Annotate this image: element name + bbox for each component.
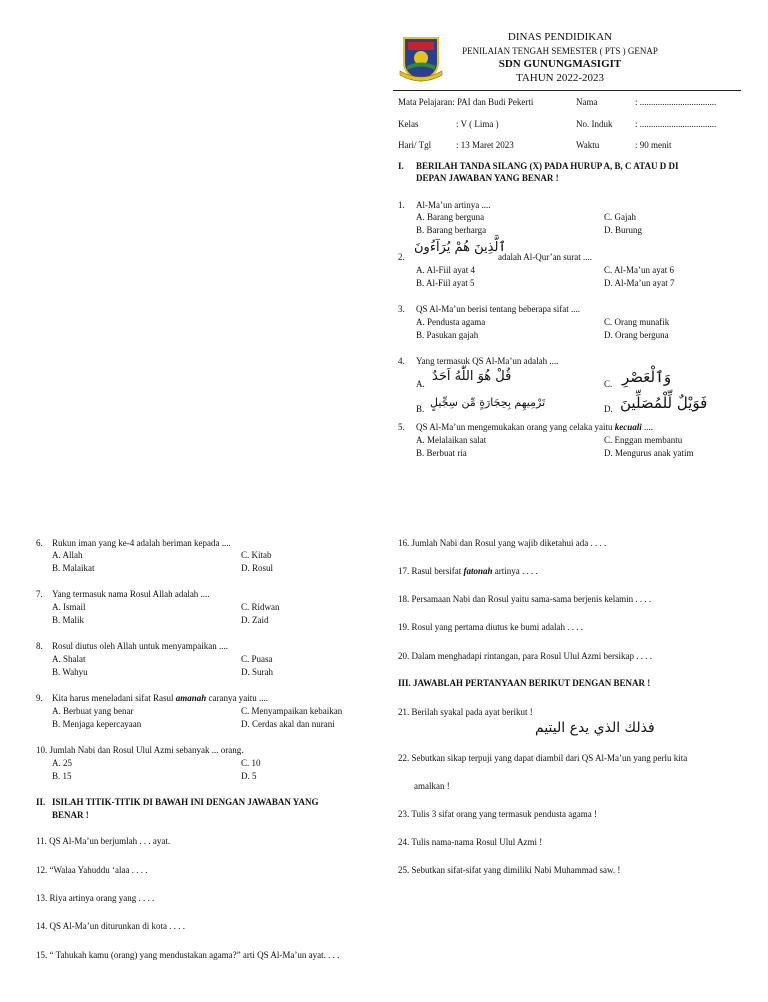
question-number: 4. — [398, 356, 405, 366]
question-2-arabic: ٱلَّذِينَ هُمْ يُرَآءُونَ — [414, 240, 507, 255]
section-2-title-line1: ISILAH TITIK-TITIK DI BAWAH INI DENGAN JAWABAN YANG — [52, 797, 319, 807]
date-label: Hari/ Tgl — [398, 140, 432, 150]
question-number: 1. — [398, 200, 405, 210]
q4-option-c: C. — [604, 379, 613, 389]
question-8-text: Rosul diutus oleh Allah untuk menyampaikan .... — [52, 641, 228, 651]
q1-option-a: A. Barang berguna — [416, 212, 485, 222]
q8-option-a: A. Shalat — [52, 654, 86, 664]
q10-option-d: D. 5 — [241, 771, 257, 781]
question-9-text: Kita harus meneladani sifat Rasul amanah caranya yaitu .... — [52, 693, 268, 703]
question-number: 7. — [36, 589, 43, 599]
name-label: Nama — [576, 97, 598, 107]
question-number: 3. — [398, 304, 405, 314]
student-id-label: No. Induk — [576, 119, 613, 129]
question-21-arabic: فذلك الذي يدع اليتيم — [535, 720, 655, 736]
name-field[interactable]: : .................................. — [635, 97, 717, 107]
q5-option-b: B. Berbuat ria — [416, 448, 467, 458]
q6-option-a: A. Allah — [52, 550, 83, 560]
class-label: Kelas — [398, 119, 419, 129]
question-number: 2. — [398, 252, 405, 262]
q9-option-c: C. Menyampaikan kebaikan — [241, 706, 343, 716]
question-number: 8. — [36, 641, 43, 651]
q7-option-a: A. Ismail — [52, 602, 86, 612]
school-year: TAHUN 2022-2023 — [515, 72, 605, 84]
header-divider — [393, 90, 741, 91]
q3-option-b: B. Pasukan gajah — [416, 330, 479, 340]
q3-option-c: C. Orang munafik — [604, 317, 670, 327]
question-3-text: QS Al-Ma’un berisi tentang beberapa sifat .... — [416, 304, 580, 314]
question-10-text: 10. Jumlah Nabi dan Rosul Ulul Azmi sebanyak ... orang. — [36, 745, 244, 755]
q4-option-d-arabic: فَوَيْلٌ لِّلْمُصَلِّينَ — [620, 394, 708, 412]
question-13-text: 13. Riya artinya orang yang . . . . — [36, 893, 155, 903]
question-12-text: 12. “Walaa Yahuddu ‘alaa . . . . — [36, 865, 148, 875]
question-20-text: 20. Dalam menghadapi rintangan, para Rosul Ulul Azmi bersikap . . . . — [398, 651, 652, 661]
q7-option-d: D. Zaid — [241, 615, 269, 625]
q4-option-a: A. — [416, 379, 425, 389]
q4-option-a-arabic: قُلْ هُوَ اللّٰهُ اَحَدٌ — [432, 369, 512, 384]
section-2-number: II. — [36, 797, 46, 807]
q9-option-d: D. Cerdas akal dan nurani — [241, 719, 335, 729]
section-1-title-line1: BERILAH TANDA SILANG (X) PADA HURUP A, B, C ATAU D DI — [416, 161, 679, 171]
question-2-text: adalah Al-Qur’an surat .... — [498, 252, 593, 262]
class-value: : V ( Lima ) — [456, 119, 499, 129]
question-7-text: Yang termasuk nama Rosul Allah adalah .... — [52, 589, 210, 599]
question-15-text: 15. “ Tahukah kamu (orang) yang mendustakan agama?” arti QS Al-Ma’un ayat. . . . — [36, 950, 340, 960]
school-emblem-logo — [398, 35, 444, 83]
q9-option-a: A. Berbuat yang benar — [52, 706, 134, 716]
question-14-text: 14. QS Al-Ma’un diturunkan di kota . . . . — [36, 921, 185, 931]
q4-option-b-arabic: تَرْمِيهِم بِحِجَارَةٍ مِّن سِجِّيلٍ — [430, 396, 546, 409]
question-number: 6. — [36, 538, 43, 548]
student-id-field[interactable]: : .................................. — [635, 119, 717, 129]
q2-option-d: D. Al-Ma’un ayat 7 — [604, 278, 675, 288]
q4-option-d: D. — [604, 404, 613, 414]
section-2-title-line2: BENAR ! — [52, 810, 89, 820]
question-number: 9. — [36, 693, 43, 703]
q10-option-a: A. 25 — [52, 758, 72, 768]
q3-option-d: D. Orang berguna — [604, 330, 669, 340]
time-value: : 90 menit — [635, 140, 672, 150]
q10-option-b: B. 15 — [52, 771, 72, 781]
agency-title: DINAS PENDIDIKAN — [507, 31, 613, 43]
question-19-text: 19. Rosul yang pertama diutus ke bumi adalah . . . . — [398, 622, 583, 632]
q8-option-b: B. Wahyu — [52, 667, 88, 677]
q5-option-c: C. Enggan membantu — [604, 435, 683, 445]
q6-option-d: D. Rosul — [241, 563, 274, 573]
question-4-text: Yang termasuk QS Al-Ma’un adalah .... — [416, 356, 559, 366]
q6-option-b: B. Malaikat — [52, 563, 95, 573]
question-5-text: QS Al-Ma’un mengemukakan orang yang celaka yaitu kecuali .... — [416, 422, 653, 432]
question-17-text: 17. Rasul bersifat fatonah artinya . . . . — [398, 566, 538, 576]
question-23-text: 23. Tulis 3 sifat orang yang termasuk pendusta agama ! — [398, 809, 597, 819]
q1-option-d: D. Burung — [604, 225, 642, 235]
question-6-text: Rukun iman yang ke-4 adalah beriman kepada .... — [52, 538, 231, 548]
q2-option-b: B. Al-Fiil ayat 5 — [416, 278, 475, 288]
q8-option-c: C. Puasa — [241, 654, 273, 664]
q7-option-c: C. Ridwan — [241, 602, 280, 612]
subject-label: Mata Pelajaran: PAI dan Budi Pekerti — [398, 97, 534, 107]
question-number: 5. — [398, 422, 405, 432]
q1-option-c: C. Gajah — [604, 212, 636, 222]
q7-option-b: B. Malik — [52, 615, 85, 625]
q4-option-c-arabic: وَٱلْعَصْرِ — [622, 368, 672, 386]
question-21-text: 21. Berilah syakal pada ayat berikut ! — [398, 707, 533, 717]
time-label: Waktu — [576, 140, 600, 150]
q3-option-a: A. Pendusta agama — [416, 317, 486, 327]
q9-option-b: B. Menjaga kepercayaan — [52, 719, 142, 729]
school-name: SDN GUNUNGMASIGIT — [498, 58, 622, 70]
q4-option-b: B. — [416, 404, 425, 414]
question-22-text: 22. Sebutkan sikap terpuji yang dapat diambil dari QS Al-Ma’un yang perlu kita — [398, 753, 688, 763]
q10-option-c: C. 10 — [241, 758, 261, 768]
q2-option-a: A. Al-Fiil ayat 4 — [416, 265, 475, 275]
question-11-text: 11. QS Al-Ma’un berjumlah . . . ayat. — [36, 836, 171, 846]
q8-option-d: D. Surah — [241, 667, 273, 677]
question-24-text: 24. Tulis nama-nama Rosul Ulul Azmi ! — [398, 837, 543, 847]
section-3-title: III. JAWABLAH PERTANYAAN BERIKUT DENGAN BENAR ! — [398, 678, 651, 688]
q6-option-c: C. Kitab — [241, 550, 272, 560]
q5-option-a: A. Melalaikan salat — [416, 435, 487, 445]
question-1-text: Al-Ma’un artinya .... — [416, 200, 491, 210]
q5-option-d: D. Mengurus anak yatim — [604, 448, 694, 458]
section-1-number: I. — [398, 161, 404, 171]
question-16-text: 16. Jumlah Nabi dan Rosul yang wajib diketahui ada . . . . — [398, 538, 607, 548]
section-1-title-line2: DEPAN JAWABAN YANG BENAR ! — [416, 173, 559, 183]
exam-title: PENILAIAN TENGAH SEMESTER ( PTS ) GENAP — [462, 46, 658, 56]
question-22-text-cont: amalkan ! — [414, 781, 450, 791]
question-25-text: 25. Sebutkan sifat-sifat yang dimiliki Nabi Muhammad saw. ! — [398, 865, 621, 875]
date-value: : 13 Maret 2023 — [456, 140, 514, 150]
q1-option-b: B. Barang berharga — [416, 225, 487, 235]
question-18-text: 18. Persamaan Nabi dan Rosul yaitu sama-sama berjenis kelamin . . . . — [398, 594, 652, 604]
q2-option-c: C. Al-Ma’un ayat 6 — [604, 265, 674, 275]
